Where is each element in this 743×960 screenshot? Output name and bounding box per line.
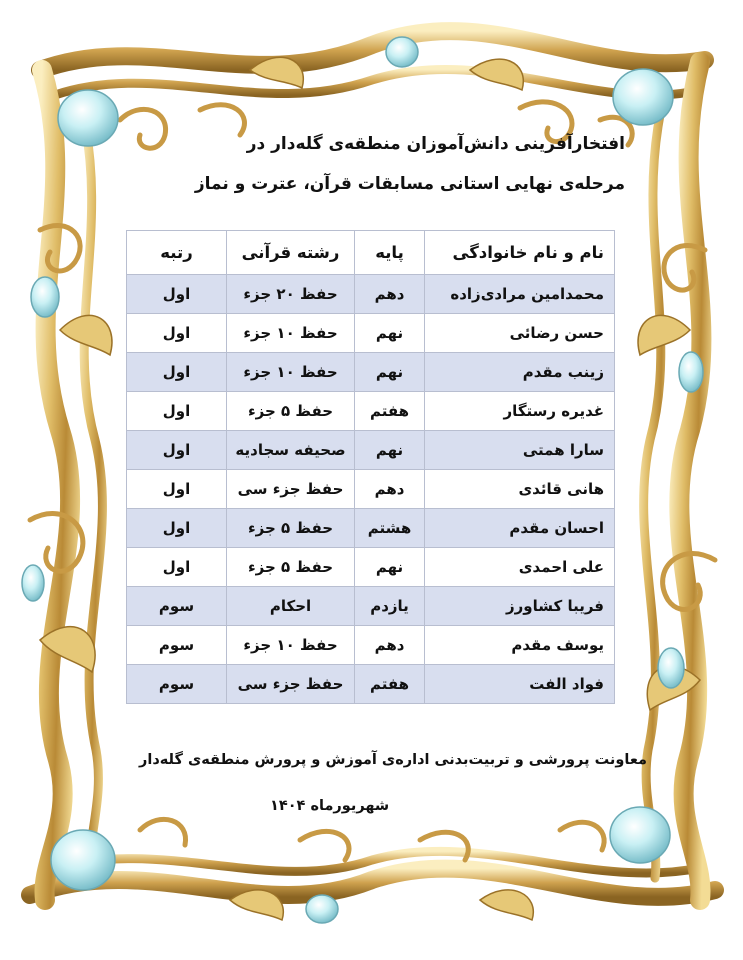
cell-field: حفظ ۵ جزء [227, 548, 355, 587]
cell-grade: نهم [355, 548, 425, 587]
cell-field: صحیفه سجادیه [227, 431, 355, 470]
cell-field: حفظ ۲۰ جزء [227, 275, 355, 314]
cell-rank: اول [127, 509, 227, 548]
cell-field: حفظ ۱۰ جزء [227, 314, 355, 353]
table-row [127, 275, 615, 314]
gem-top-left [58, 90, 118, 146]
gem-top-center [386, 37, 418, 67]
cell-field: حفظ جزء سی [227, 665, 355, 704]
cell-name: حسن رضائی [425, 314, 615, 353]
cell-field: احکام [227, 587, 355, 626]
cell-rank: سوم [127, 665, 227, 704]
cell-name: علی احمدی [425, 548, 615, 587]
cell-name: احسان مقدم [425, 509, 615, 548]
heading-line-1: افتخارآفرینی دانش‌آموزان منطقه‌ی گله‌دار در [246, 134, 625, 154]
cell-grade: هفتم [355, 665, 425, 704]
heading-line-2: مرحله‌ی نهایی استانی مسابقات قرآن، عترت و نماز [194, 174, 625, 194]
gem-left-lower [22, 565, 44, 601]
cell-name: یوسف مقدم [425, 626, 615, 665]
cell-rank: اول [127, 275, 227, 314]
table-row [127, 353, 615, 392]
header-field: رشته قرآنی [227, 231, 355, 275]
gem-bottom-center [306, 895, 338, 923]
cell-rank: اول [127, 353, 227, 392]
cell-rank: اول [127, 470, 227, 509]
table-row [127, 548, 615, 587]
cell-rank: اول [127, 431, 227, 470]
cell-name: سارا همتی [425, 431, 615, 470]
cell-name: محمدامین مرادی‌زاده [425, 275, 615, 314]
gem-bottom-right [610, 807, 670, 863]
cell-grade: نهم [355, 353, 425, 392]
table-row [127, 509, 615, 548]
cell-grade: دهم [355, 626, 425, 665]
table-row [127, 392, 615, 431]
cell-name: فواد الفت [425, 665, 615, 704]
gem-right-upper [679, 352, 703, 392]
cell-rank: اول [127, 392, 227, 431]
cell-rank: سوم [127, 587, 227, 626]
cell-field: حفظ ۱۰ جزء [227, 353, 355, 392]
cell-field: حفظ ۱۰ جزء [227, 626, 355, 665]
issue-date: شهریورماه ۱۴۰۴ [270, 798, 390, 814]
table-row [127, 431, 615, 470]
header-grade: پایه [355, 231, 425, 275]
cell-rank: اول [127, 314, 227, 353]
cell-field: حفظ ۵ جزء [227, 509, 355, 548]
cell-grade: نهم [355, 314, 425, 353]
gem-bottom-left [51, 830, 115, 890]
cell-grade: دهم [355, 275, 425, 314]
cell-rank: اول [127, 548, 227, 587]
table-header-row [127, 231, 615, 275]
table-row [127, 587, 615, 626]
gem-left-upper [31, 277, 59, 317]
table-row [127, 314, 615, 353]
table-row [127, 626, 615, 665]
awards-table [126, 230, 615, 704]
header-name: نام و نام خانوادگی [425, 231, 615, 275]
cell-name: زینب مقدم [425, 353, 615, 392]
cell-grade: هفتم [355, 392, 425, 431]
cell-grade: هشتم [355, 509, 425, 548]
gem-top-right [613, 69, 673, 125]
cell-name: غدیره رستگار [425, 392, 615, 431]
table-row [127, 470, 615, 509]
issuing-organization: معاونت پرورشی و تربیت‌بدنی اداره‌ی آموزش و پرورش منطقه‌ی گله‌دار [139, 752, 647, 768]
cell-grade: دهم [355, 470, 425, 509]
cell-grade: یازدم [355, 587, 425, 626]
cell-name: فریبا کشاورز [425, 587, 615, 626]
cell-rank: سوم [127, 626, 227, 665]
gem-right-lower [658, 648, 684, 688]
cell-grade: نهم [355, 431, 425, 470]
cell-name: هانی قائدی [425, 470, 615, 509]
cell-field: حفظ ۵ جزء [227, 392, 355, 431]
table-row [127, 665, 615, 704]
header-rank: رتبه [127, 231, 227, 275]
cell-field: حفظ جزء سی [227, 470, 355, 509]
